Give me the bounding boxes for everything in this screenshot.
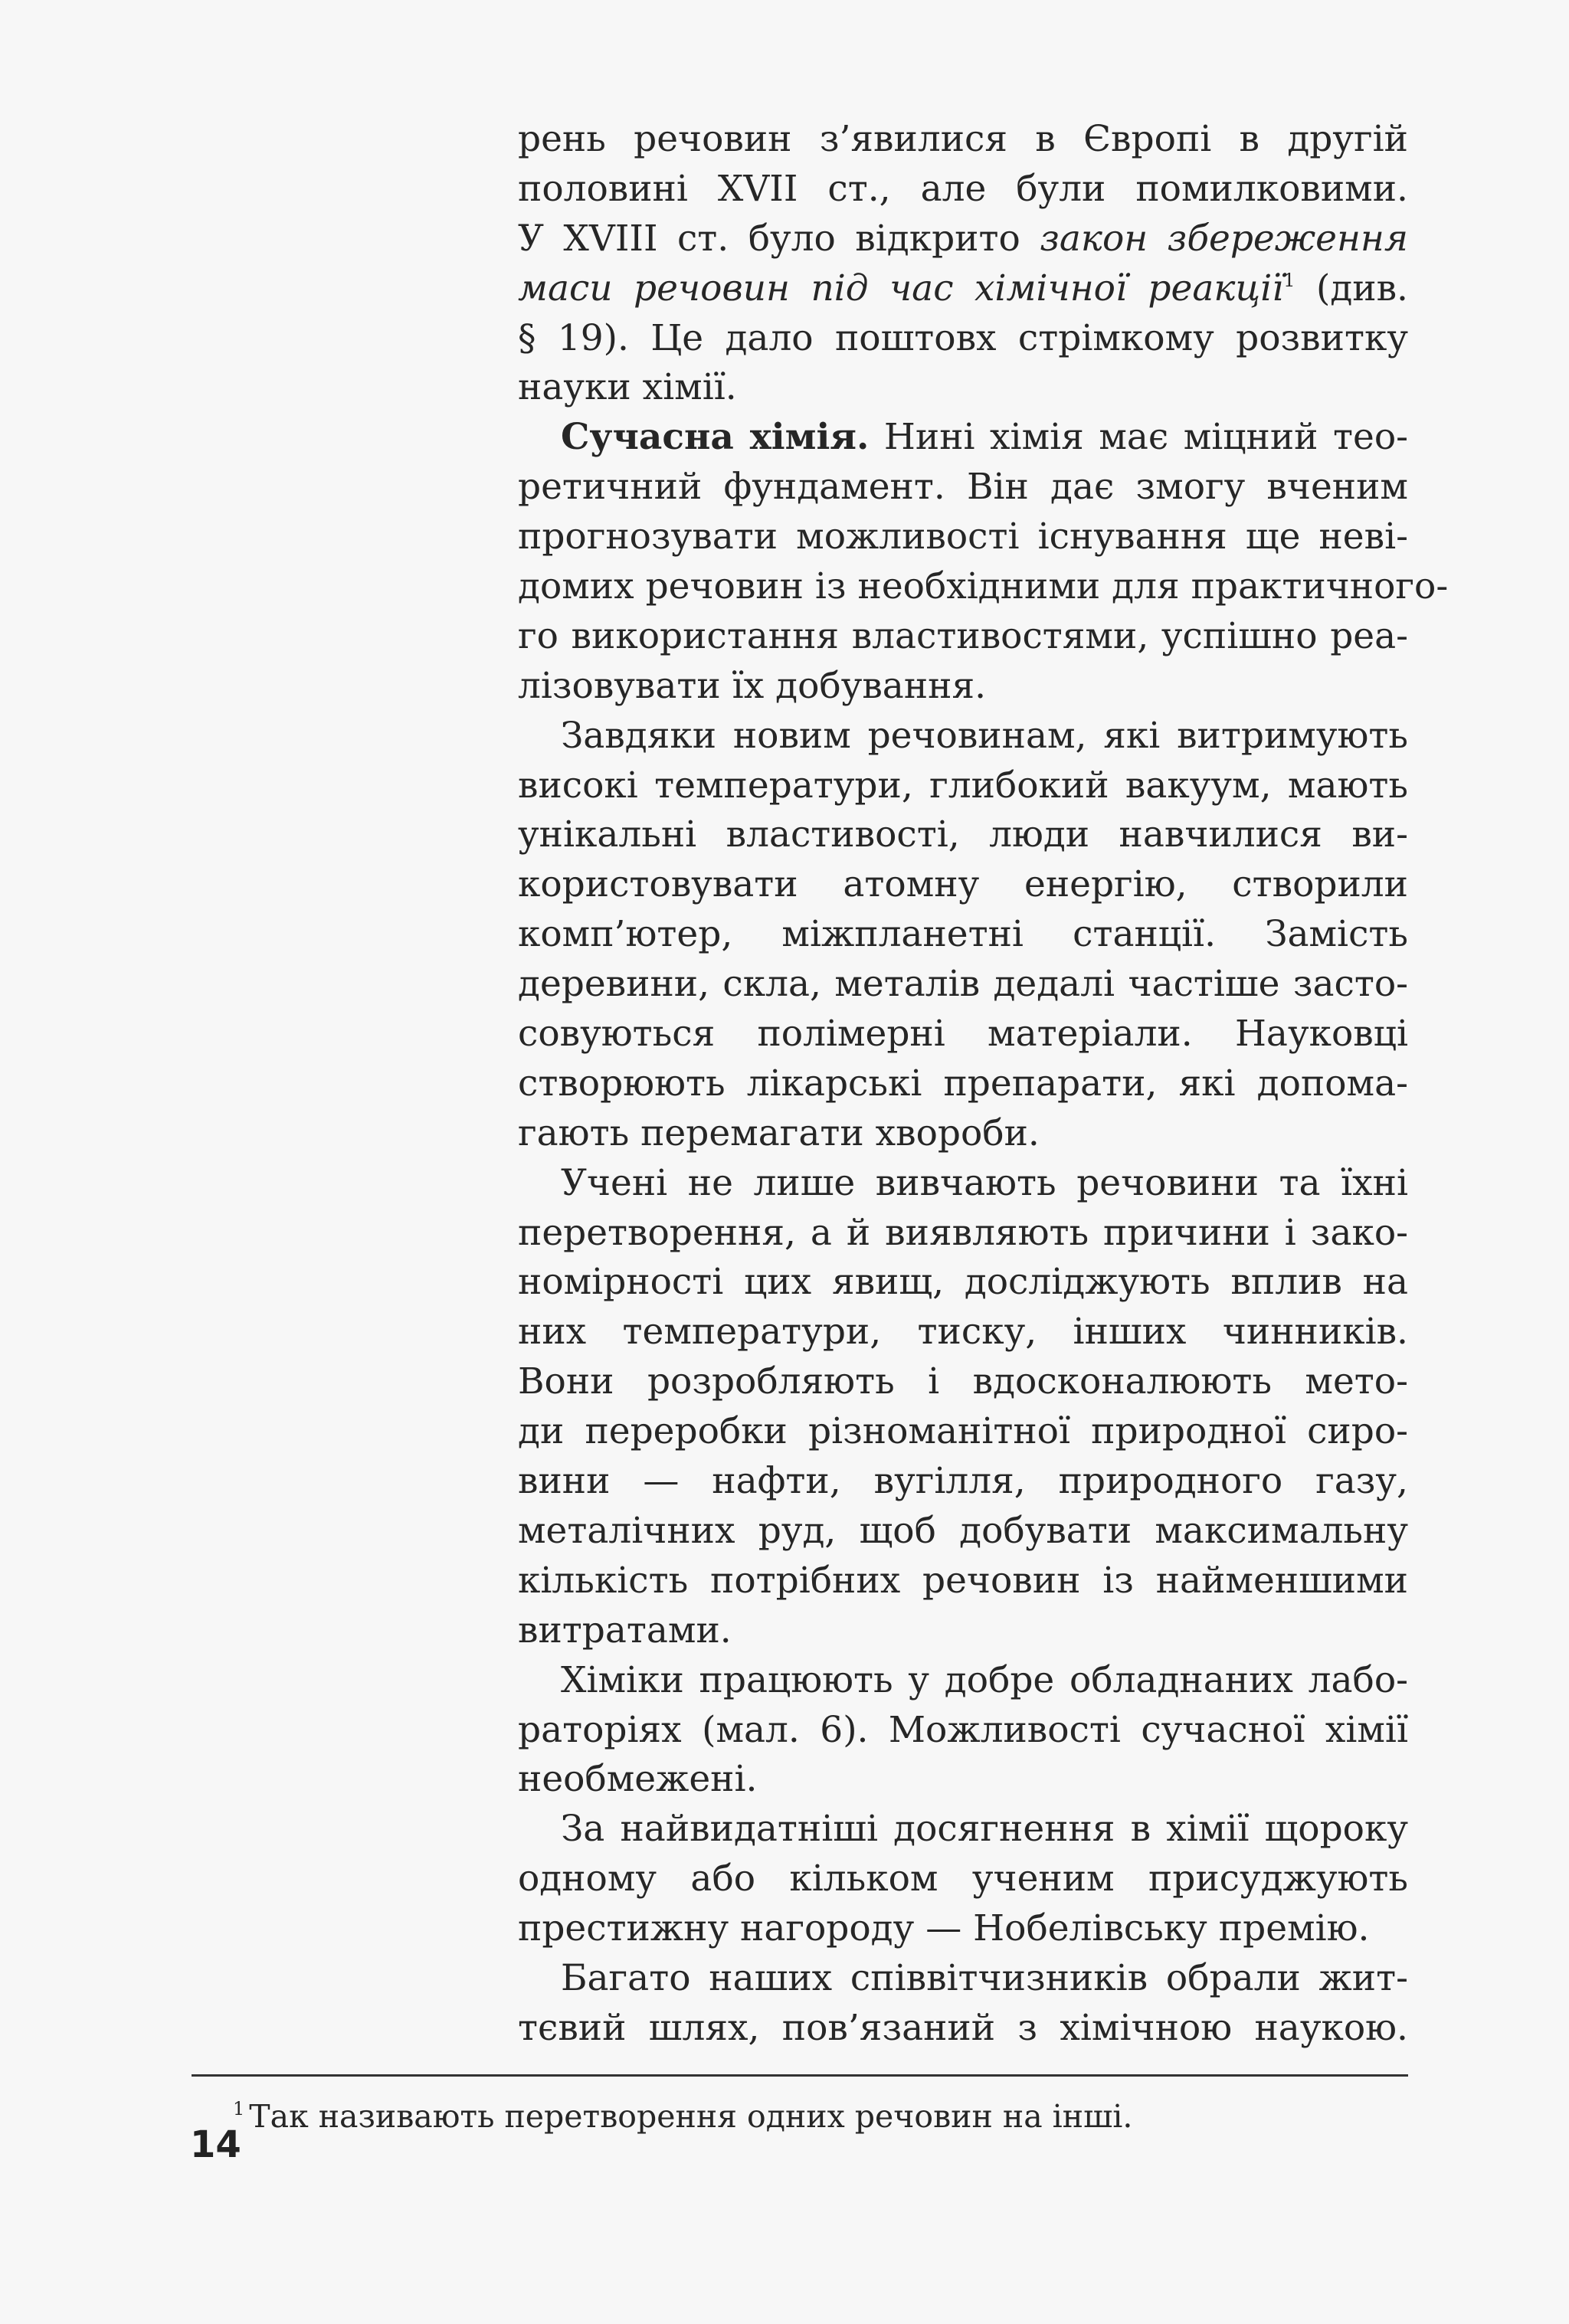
text-line: § 19). Це дало поштовх стрімкому розвитку — [518, 316, 1408, 359]
paragraph — [518, 413, 1449, 711]
italic-term: закон збереження — [1040, 217, 1408, 260]
footnote-divider — [192, 2074, 1408, 2077]
body-text — [518, 115, 1449, 2054]
text-line: половині XVII ст., але були помилковими. — [518, 167, 1408, 210]
text-line: рень речовин з’явилися в Європі в другій — [518, 118, 1408, 160]
text-line: одному або кільком ученим присуджують — [518, 1858, 1408, 1900]
text-line: Завдяки новим речовинам, які витримують — [561, 714, 1408, 757]
text-line: тєвий шлях, пов’язаний з хімічною наукою. — [518, 2006, 1408, 2049]
text-line: Багато наших співвітчизників обрали жит- — [561, 1956, 1408, 1999]
italic-term: маси речовин під час хімічної реакції — [518, 267, 1284, 309]
text-line: деревини, скла, металів дедалі частіше засто- — [518, 963, 1408, 1006]
text-line: маси речовин під час хімічної реакції$^1$ (див. — [518, 267, 1408, 309]
text-line: гають перемагати хвороби. — [518, 1111, 1040, 1154]
text-line: прогнозувати можливості існування ще неві- — [518, 516, 1408, 558]
paragraph — [518, 1954, 1408, 2054]
text-line: металічних руд, щоб добувати максимальну — [518, 1509, 1408, 1552]
text-line: За найвидатніші досягнення в хімії щороку — [561, 1808, 1408, 1851]
text-line: кількість потрібних речовин із найменшими — [518, 1559, 1408, 1602]
text-line: совуються полімерні матеріали. Науковці — [518, 1013, 1408, 1056]
text-line: го використання властивостями, успішно реа- — [518, 614, 1408, 657]
text-line: лізовувати їх добування. — [518, 664, 987, 707]
paragraph — [518, 115, 1408, 413]
text-line: вини — нафти, вугілля, природного газу, — [518, 1460, 1408, 1503]
footnote-marker[interactable]: 1 — [1283, 269, 1295, 291]
footnote — [233, 2095, 1132, 2142]
text-line: високі температури, глибокий вакуум, мають — [518, 764, 1408, 807]
text-line: Хіміки працюють у добре обладнаних лабо- — [561, 1658, 1408, 1701]
text-line: Сучасна хімія. Нині хімія має міцний тео- — [561, 416, 1408, 459]
text-line: перетворення, а й виявляють причини і зако- — [518, 1211, 1408, 1254]
text-line: користовувати атомну енергію, створили — [518, 863, 1408, 906]
text-line: необмежені. — [518, 1758, 758, 1801]
text-line: номірності цих явищ, досліджують вплив на — [518, 1261, 1408, 1304]
text-line: ди переробки різноманітної природної сиро- — [518, 1410, 1408, 1453]
text-line: ретичний фундамент. Він дає змогу вченим — [518, 466, 1408, 509]
footnote-number: 1 — [233, 2098, 245, 2119]
text-line: У XVIII ст. було відкрито закон збереження — [518, 217, 1408, 260]
text-line: домих речовин із необхідними для практичного- — [518, 565, 1449, 608]
text-line: витратами. — [518, 1609, 732, 1651]
paragraph — [518, 712, 1408, 1159]
paragraph — [518, 1656, 1408, 1805]
text-line: раторіях (мал. 6). Можливості сучасної хімії — [518, 1708, 1408, 1751]
text-line: науки хімії. — [518, 366, 737, 409]
footnote-text: Так називають перетворення одних речовин на інші. — [249, 2098, 1133, 2135]
paragraph — [518, 1805, 1408, 1954]
section-heading: Сучасна хімія. — [561, 416, 870, 459]
text-line: створюють лікарські препарати, які допома- — [518, 1062, 1408, 1105]
text-line: унікальні властивості, люди навчилися ви- — [518, 813, 1408, 856]
paragraph — [518, 1159, 1408, 1656]
text-line: них температури, тиску, інших чинників. — [518, 1311, 1408, 1353]
page-number: 14 — [190, 2123, 241, 2166]
text-line: Учені не лише вивчають речовини та їхні — [561, 1161, 1408, 1204]
text-line: престижну нагороду — Нобелівську премію. — [518, 1907, 1370, 1950]
text-line: комп’ютер, міжпланетні станції. Замість — [518, 913, 1408, 956]
text-line: Вони розробляють і вдосконалюють мето- — [518, 1360, 1408, 1403]
